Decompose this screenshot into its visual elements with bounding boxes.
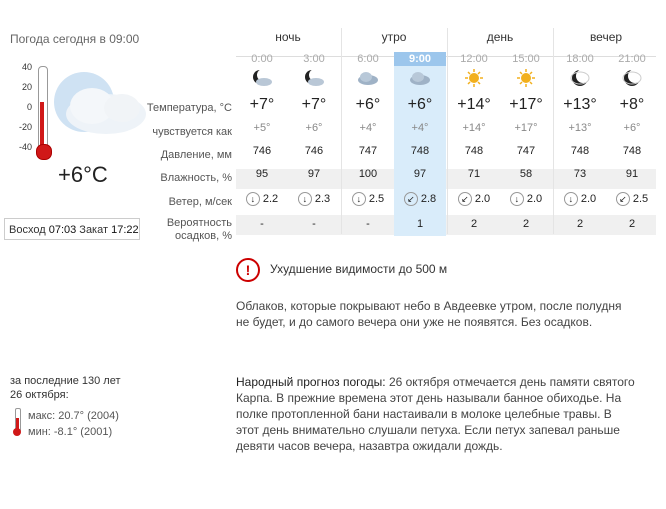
folk-heading: Народный прогноз погоды: — [236, 375, 386, 389]
pressure-value: 748 — [464, 145, 484, 157]
time-label: 6:00 — [357, 53, 379, 65]
forecast-column — [606, 52, 658, 236]
wind-direction-icon: ↓ — [352, 192, 366, 206]
row-label-wind: Ветер, м/сек — [168, 196, 232, 208]
humidity-value: 73 — [573, 168, 587, 180]
historical-stats — [10, 374, 121, 402]
row-label-precip-unit: осадков, % — [175, 230, 232, 242]
precipitation-value: - — [260, 218, 264, 230]
time-label: 9:00 — [394, 52, 446, 66]
scale-label: -40 — [18, 142, 32, 152]
feels-like-value: +5° — [253, 122, 271, 134]
pressure-value: 748 — [410, 145, 430, 157]
time-label: 18:00 — [566, 53, 594, 65]
folk-forecast — [236, 374, 636, 454]
time-label: 21:00 — [618, 53, 646, 65]
row-label-precip: Вероятность — [166, 217, 232, 229]
cloudy-weather-icon — [44, 62, 154, 152]
cloud-icon — [409, 68, 431, 88]
feels-like-value: +13° — [568, 122, 592, 134]
stats-line: за последние 130 лет — [10, 375, 121, 387]
humidity-value: 100 — [358, 168, 378, 180]
humidity-value: 58 — [519, 168, 533, 180]
forecast-column — [288, 52, 340, 236]
row-label-feels-like: чувствуется как — [152, 126, 232, 138]
temperature-value: +8° — [619, 96, 645, 113]
forecast-column — [342, 52, 394, 236]
sunrise-time: 07:03 — [48, 224, 77, 236]
temperature-value: +17° — [509, 96, 543, 113]
time-label: 12:00 — [460, 53, 488, 65]
small-thermometer-icon — [12, 408, 22, 438]
stats-line: 26 октября: — [10, 389, 69, 401]
wind-speed: 2.0 — [526, 192, 543, 205]
pressure-value: 746 — [304, 145, 324, 157]
scale-label: 0 — [26, 102, 32, 112]
wind-speed: 2.0 — [580, 192, 597, 205]
moon-cloud-icon — [303, 68, 325, 88]
sun-icon — [515, 68, 537, 88]
scale-label: 20 — [21, 82, 32, 92]
wind-value — [394, 192, 446, 206]
moon-icon — [569, 68, 591, 88]
feels-like-value: +4° — [359, 122, 377, 134]
wind-direction-icon: ↓ — [564, 192, 578, 206]
wind-speed: 2.0 — [474, 192, 491, 205]
pressure-value: 748 — [622, 145, 642, 157]
precipitation-value: 2 — [470, 218, 478, 230]
feels-like-value: +6° — [305, 122, 323, 134]
sunset-label: Закат — [79, 224, 109, 236]
wind-direction-icon: ↙ — [404, 192, 418, 206]
wind-direction-icon: ↓ — [298, 192, 312, 206]
sunrise-label: Восход — [9, 224, 46, 236]
wind-value — [448, 192, 500, 206]
temperature-value: +14° — [457, 96, 491, 113]
current-temperature: +6°C — [58, 162, 108, 187]
humidity-value: 97 — [307, 168, 321, 180]
warning-icon: ! — [236, 258, 260, 282]
period-label: утро — [381, 30, 407, 44]
wind-value — [554, 192, 606, 206]
wind-speed: 2.5 — [632, 192, 649, 205]
row-label-humidity: Влажность, % — [160, 172, 232, 184]
temperature-value: +7° — [301, 96, 327, 113]
row-label-pressure: Давление, мм — [160, 149, 232, 161]
pressure-value: 747 — [358, 145, 378, 157]
pressure-value: 748 — [570, 145, 590, 157]
wind-value — [606, 192, 658, 206]
wind-direction-icon: ↓ — [510, 192, 524, 206]
period-label: ночь — [275, 30, 301, 44]
time-label: 3:00 — [303, 53, 325, 65]
wind-speed: 2.8 — [420, 192, 437, 205]
pressure-value: 746 — [252, 145, 272, 157]
forecast-description: Облаков, которые покрывают небо в Авдеевке утром, после полудня не будет, и до самого вечера они уже не появятся. Без осадков. — [236, 299, 622, 329]
precipitation-value: 2 — [522, 218, 530, 230]
sunset-time: 17:22 — [111, 224, 139, 236]
feels-like-value: +6° — [623, 122, 641, 134]
cloud-icon — [357, 68, 379, 88]
wind-direction-icon: ↙ — [458, 192, 472, 206]
forecast-column — [394, 52, 446, 236]
page-title: Погода сегодня в 09:00 — [10, 32, 140, 46]
scale-label: -20 — [18, 122, 32, 132]
feels-like-value: +4° — [411, 122, 429, 134]
precipitation-value: 2 — [576, 218, 584, 230]
wind-direction-icon: ↙ — [616, 192, 630, 206]
stats-max: макс: 20.7° (2004) — [28, 410, 119, 422]
forecast-column — [500, 52, 552, 236]
forecast-column — [448, 52, 500, 236]
wind-speed: 2.3 — [314, 192, 331, 205]
time-label: 15:00 — [512, 53, 540, 65]
moon-cloud-icon — [251, 68, 273, 88]
precipitation-value: 2 — [628, 218, 636, 230]
sun-icon — [463, 68, 485, 88]
forecast-column — [236, 52, 288, 236]
wind-speed: 2.5 — [368, 192, 385, 205]
warning-text: Ухудшение видимости до 500 м — [270, 262, 448, 276]
feels-like-value: +17° — [514, 122, 538, 134]
period-label: вечер — [589, 30, 623, 44]
humidity-value: 71 — [467, 168, 481, 180]
temperature-value: +6° — [355, 96, 381, 113]
moon-icon — [621, 68, 643, 88]
pressure-value: 747 — [516, 145, 536, 157]
wind-speed: 2.2 — [262, 192, 279, 205]
humidity-value: 97 — [413, 168, 427, 180]
wind-direction-icon: ↓ — [246, 192, 260, 206]
stats-min: мин: -8.1° (2001) — [28, 426, 113, 438]
wind-value — [288, 192, 340, 206]
time-label: 0:00 — [251, 53, 273, 65]
sunrise-sunset — [4, 218, 140, 240]
humidity-value: 91 — [625, 168, 639, 180]
temperature-value: +13° — [563, 96, 597, 113]
precipitation-value: 1 — [416, 218, 424, 230]
period-label: день — [486, 30, 514, 44]
scale-label: 40 — [21, 62, 32, 72]
precipitation-value: - — [312, 218, 316, 230]
forecast-column — [554, 52, 606, 236]
temperature-value: +7° — [249, 96, 275, 113]
feels-like-value: +14° — [462, 122, 486, 134]
row-label-temperature: Температура, °C — [146, 102, 232, 114]
folk-text: 26 октября отмечается день памяти святого Карпа. В прежние времена этот день называли банное обиходье. На полке протопленной бани настаивали в молоке целебные травы. В этот день внимательно слушали петуха. Если петух запевал раньше девяти часов вечера, назавтра ожидали дождь. — [236, 375, 635, 453]
precipitation-value: - — [366, 218, 370, 230]
wind-value — [500, 192, 552, 206]
min-max — [28, 408, 119, 440]
humidity-value: 95 — [255, 168, 269, 180]
temperature-value: +6° — [407, 96, 433, 113]
wind-value — [236, 192, 288, 206]
wind-value — [342, 192, 394, 206]
